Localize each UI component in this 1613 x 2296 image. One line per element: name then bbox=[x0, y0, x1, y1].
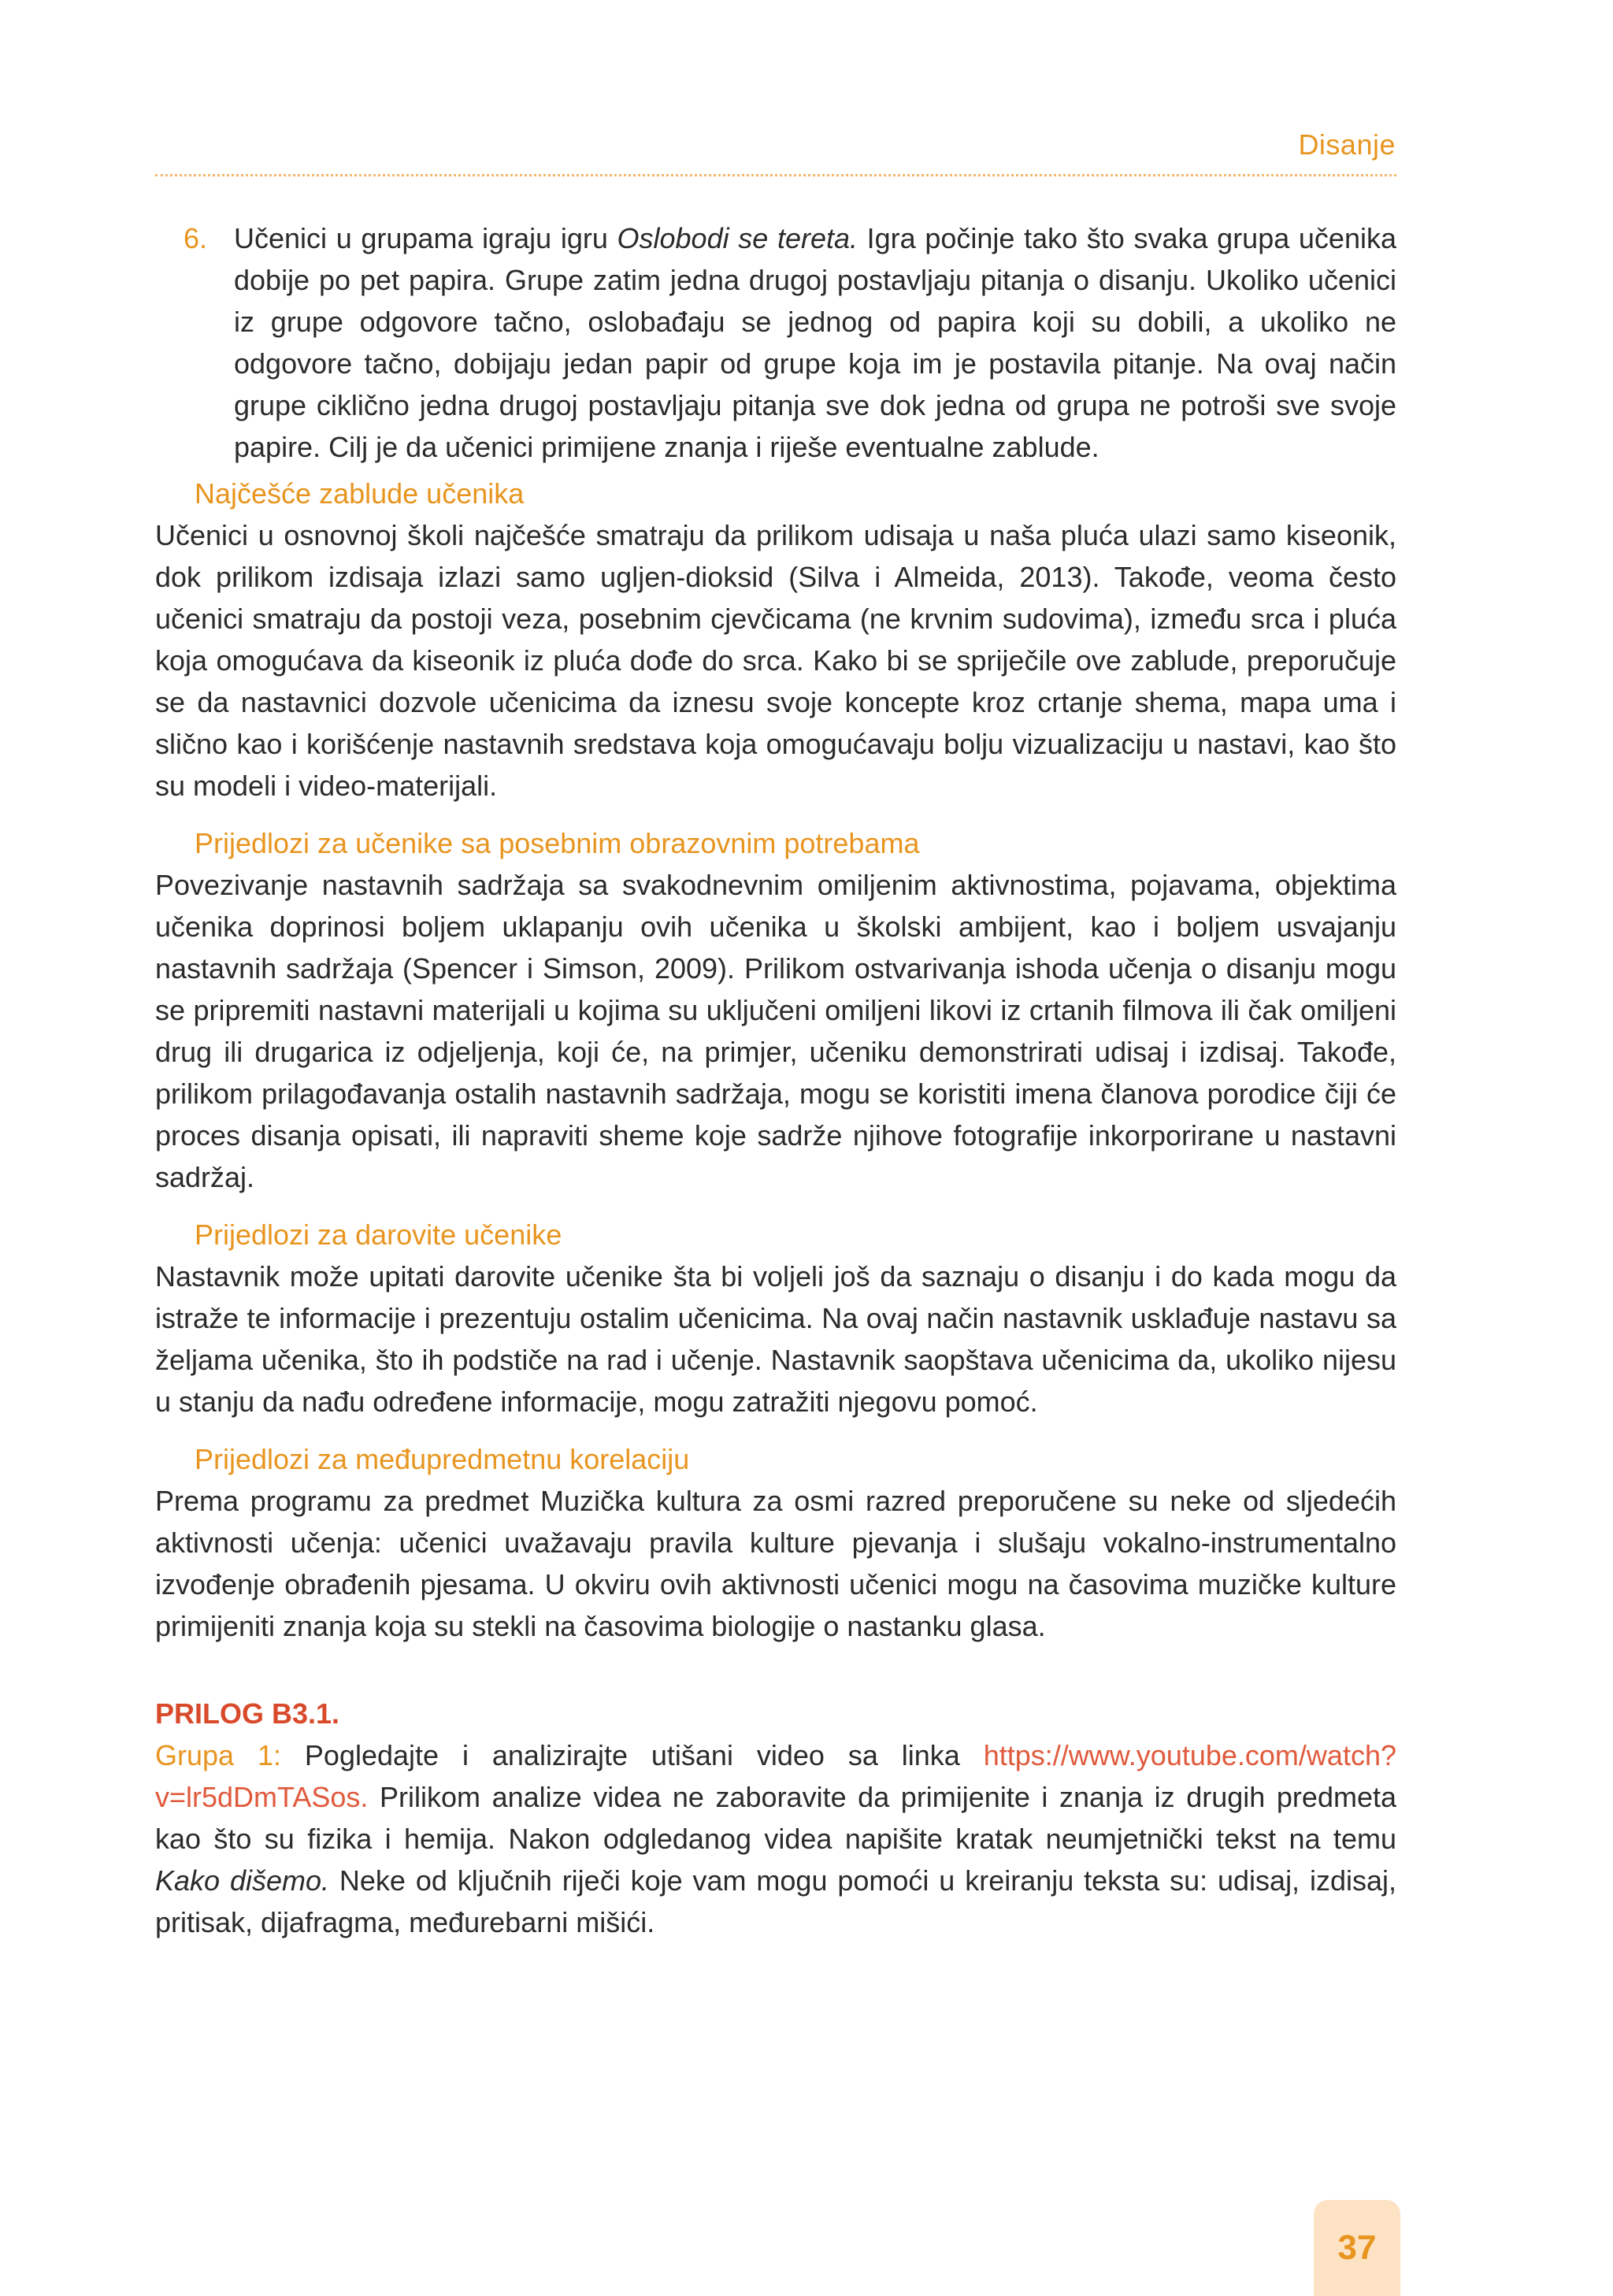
page-number: 37 bbox=[1337, 2228, 1377, 2267]
list-item-text bbox=[234, 217, 1396, 468]
prilog-text-part: Prilikom analize videa ne zaboravite da primijenite i znanja iz drugih predmeta kao što su fizika i hemija. Nakon odgledanog videa napišite kratak neumjetnički tekst na temu bbox=[155, 1781, 1396, 1855]
page-content bbox=[155, 217, 1396, 1943]
section-body-special-needs: Povezivanje nastavnih sadržaja sa svakodnevnim omiljenim aktivnostima, pojavama, objektima učenika doprinosi boljem uklapanju ovih učenika u školski ambijent, kao i boljem usvajanju nastavnih sadržaja (Spencer i Simson, 2009). Prilikom ostvarivanja ishoda učenja o disanju mogu se pripremiti nastavni materijali u kojima su uključeni omiljeni likovi iz crtanih filmova ili čak omiljeni drug ili drugarica iz odjeljenja, koji će, na primjer, učeniku demonstrirati udisaj i izdisaj. Takođe, prilikom prilagođavanja ostalih nastavnih sadržaja, mogu se koristiti imena članova porodice čiji će proces disanja opisati, ili napraviti sheme koje sadrže njihove fotografije inkorporirane u nastavni sadržaj. bbox=[155, 869, 1396, 1193]
section-body-correlation: Prema programu za predmet Muzička kultura za osmi razred preporučene su neke od sljedećih aktivnosti učenja: učenici uvažavaju pravila kulture pjevanja i slušaju vokalno-instrumentalno izvođenje obrađenih pjesama. U okviru ovih aktivnosti učenici mogu na časovima muzičke kulture primijeniti znanja koja su stekli na časovima biologije o nastanku glasa. bbox=[155, 1485, 1396, 1642]
prilog-title: PRILOG B3.1. bbox=[155, 1697, 340, 1730]
page-number-box bbox=[1314, 2200, 1400, 2296]
prilog-text-part: Neke od ključnih riječi koje vam mogu pomoći u kreiranju teksta su: udisaj, izdisaj, pritisak, dijafragma, međurebarni mišići. bbox=[155, 1864, 1396, 1938]
prilog-text-part: Pogledajte i analizirajte utišani video sa linka bbox=[281, 1739, 984, 1771]
game-name: Oslobodi se tereta. bbox=[617, 222, 858, 254]
section-body-gifted: Nastavnik može upitati darovite učenike šta bi voljeli još da saznaju o disanju i do kada mogu da istraže te informacije i prezentuju ostalim učenicima. Na ovaj način nastavnik usklađuje nastavu sa željama učenika, što ih podstiče na rad i učenje. Nastavnik saopštava učenicima da, ukoliko nijesu u stanju da nađu određene informacije, mogu zatražiti njegovu pomoć. bbox=[155, 1260, 1396, 1418]
section-heading-special-needs: Prijedlozi za učenike sa posebnim obrazovnim potrebama bbox=[195, 827, 920, 859]
list-text-part: Igra počinje tako što svaka grupa učenika dobije po pet papira. Grupe zatim jedna drugoj postavljaju pitanja o disanju. Ukoliko učenici iz grupe odgovore tačno, oslobađaju se jednog od papira koji su dobili, a ukoliko ne odgovore tačno, dobijaju jedan papir od grupe koja im je postavila pitanje. Na ovaj način grupe ciklično jedna drugoj postavljaju pitanja sve dok jedna od grupa ne potroši sve svoje papire. Cilj je da učenici primijene znanja i riješe eventualne zablude. bbox=[234, 222, 1396, 463]
group-label: Grupa 1: bbox=[155, 1739, 281, 1771]
header-divider bbox=[155, 174, 1396, 176]
section-heading-gifted: Prijedlozi za darovite učenike bbox=[195, 1218, 562, 1251]
list-item-6 bbox=[155, 217, 1396, 468]
section-body-misconceptions: Učenici u osnovnoj školi najčešće smatraju da prilikom udisaja u naša pluća ulazi samo kiseonik, dok prilikom izdisaja izlazi samo ugljen-dioksid (Silva i Almeida, 2013). Takođe, veoma često učenici smatraju da postoji veza, posebnim cjevčicama (ne krvnim sudovima), između srca i pluća koja omogućava da kiseonik iz pluća dođe do srca. Kako bi se spriječile ove zablude, preporučuje se da nastavnici dozvole učenicima da iznesu svoje koncepte kroz crtanje shema, mapa uma i slično kao i korišćenje nastavnih sredstava koja omogućavaju bolju vizualizaciju u nastavi, kao što su modeli i video-materijali. bbox=[155, 519, 1396, 802]
prilog-body bbox=[155, 1734, 1396, 1943]
section-heading-correlation: Prijedlozi za međupredmetnu korelaciju bbox=[195, 1443, 690, 1475]
video-link[interactable]: https://www.youtube.com/watch?v=lr5dDmTASos. bbox=[155, 1739, 1396, 1813]
list-text-part: Učenici u grupama igraju igru bbox=[234, 222, 617, 254]
topic-title: Kako dišemo. bbox=[155, 1864, 329, 1897]
list-number: 6. bbox=[184, 222, 208, 254]
running-header-title: Disanje bbox=[1298, 128, 1396, 161]
section-heading-misconceptions: Najčešće zablude učenika bbox=[195, 477, 525, 510]
